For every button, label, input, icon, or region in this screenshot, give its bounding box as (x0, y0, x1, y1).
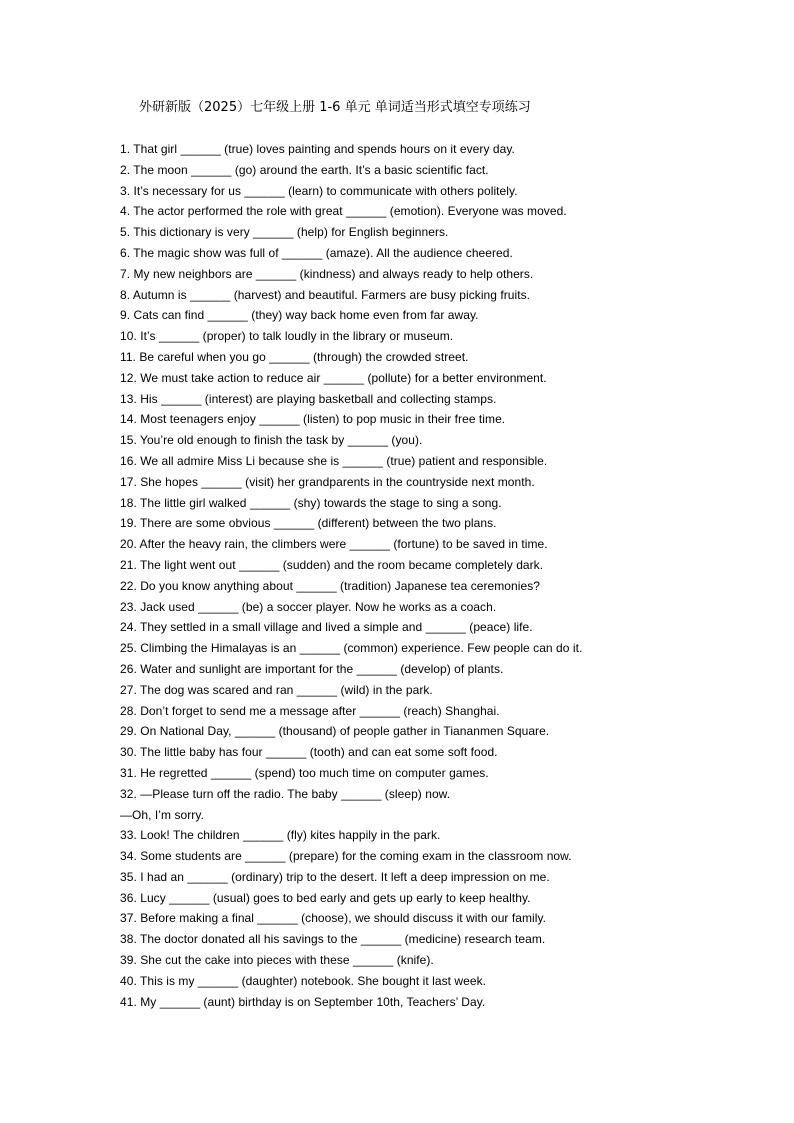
question-26: 26. Water and sunlight are important for the ______ (develop) of plants. (120, 661, 504, 676)
question-20: 20. After the heavy rain, the climbers were ______ (fortune) to be saved in time. (120, 537, 548, 552)
question-2: 2. The moon ______ (go) around the earth. It’s a basic scientific fact. (120, 162, 489, 177)
question-13: 13. His ______ (interest) are playing basketball and collecting stamps. (120, 391, 497, 406)
question-35: 35. I had an ______ (ordinary) trip to the desert. It left a deep impression on me. (120, 869, 550, 884)
question-41: 41. My ______ (aunt) birthday is on September 10th, Teachers’ Day. (120, 994, 486, 1009)
question-4: 4. The actor performed the role with great ______ (emotion). Everyone was moved. (120, 204, 567, 219)
question-22: 22. Do you know anything about ______ (tradition) Japanese tea ceremonies? (120, 578, 540, 593)
question-21: 21. The light went out ______ (sudden) and the room became completely dark. (120, 557, 544, 572)
question-16: 16. We all admire Miss Li because she is ______ (true) patient and responsible. (120, 453, 548, 468)
question-14: 14. Most teenagers enjoy ______ (listen) to pop music in their free time. (120, 412, 506, 427)
question-32: 32. —Please turn off the radio. The baby ______ (sleep) now. (120, 786, 451, 801)
question-33: 33. Look! The children ______ (fly) kites happily in the park. (120, 828, 441, 843)
question-19: 19. There are some obvious ______ (different) between the two plans. (120, 516, 497, 531)
question-list (120, 139, 720, 1012)
question-7: 7. My new neighbors are ______ (kindness) and always ready to help others. (120, 266, 534, 281)
question-25: 25. Climbing the Himalayas is an ______ (common) experience. Few people can do it. (120, 641, 583, 656)
question-30: 30. The little baby has four ______ (tooth) and can eat some soft food. (120, 745, 498, 760)
question-28: 28. Don’t forget to send me a message after ______ (reach) Shanghai. (120, 703, 500, 718)
question-11: 11. Be careful when you go ______ (through) the crowded street. (120, 349, 469, 364)
question-12: 12. We must take action to reduce air ______ (pollute) for a better environment. (120, 370, 547, 385)
question-39: 39. She cut the cake into pieces with these ______ (knife). (120, 953, 434, 968)
question-18: 18. The little girl walked ______ (shy) towards the stage to sing a song. (120, 495, 502, 510)
question-17: 17. She hopes ______ (visit) her grandparents in the countryside next month. (120, 474, 535, 489)
question-1: 1. That girl ______ (true) loves painting and spends hours on it every day. (120, 142, 515, 156)
question-9: 9. Cats can find ______ (they) way back home even from far away. (120, 308, 479, 323)
question-31: 31. He regretted ______ (spend) too much time on computer games. (120, 765, 489, 780)
document-title: 外研新版（2025）七年级上册 1-6 单元 单词适当形式填空专项练习 (139, 100, 531, 115)
question-37: 37. Before making a final ______ (choose), we should discuss it with our family. (120, 911, 546, 926)
question-24: 24. They settled in a small village and lived a simple and ______ (peace) life. (120, 620, 533, 635)
question-34: 34. Some students are ______ (prepare) for the coming exam in the classroom now. (120, 849, 572, 864)
question-40: 40. This is my ______ (daughter) notebook. She bought it last week. (120, 973, 487, 988)
question-38: 38. The doctor donated all his savings to the ______ (medicine) research team. (120, 932, 546, 947)
question-36: 36. Lucy ______ (usual) goes to bed early and gets up early to keep healthy. (120, 890, 531, 905)
question-15: 15. You’re old enough to finish the task by ______ (you). (120, 433, 423, 448)
question-8: 8. Autumn is ______ (harvest) and beautiful. Farmers are busy picking fruits. (120, 287, 531, 302)
question-10: 10. It’s ______ (proper) to talk loudly in the library or museum. (120, 329, 454, 344)
question-29: 29. On National Day, ______ (thousand) of people gather in Tiananmen Square. (120, 724, 550, 739)
question-5: 5. This dictionary is very ______ (help) for English beginners. (120, 225, 449, 240)
question-6: 6. The magic show was full of ______ (amaze). All the audience cheered. (120, 245, 513, 260)
question-3: 3. It’s necessary for us ______ (learn) to communicate with others politely. (120, 183, 518, 198)
question-23: 23. Jack used ______ (be) a soccer player. Now he works as a coach. (120, 599, 497, 614)
question-27: 27. The dog was scared and ran ______ (wild) in the park. (120, 682, 433, 697)
question-32-reply: —Oh, I’m sorry. (120, 807, 204, 822)
